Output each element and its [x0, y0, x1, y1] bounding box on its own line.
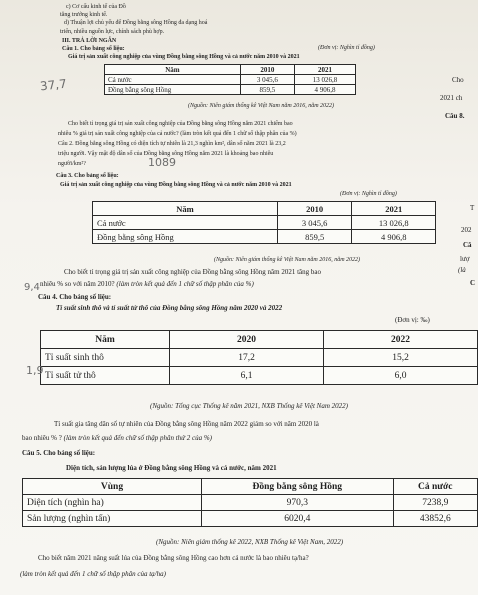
cau1-col-2021: 2021 [295, 65, 356, 75]
cau4-text-1: Tỉ suất gia tăng dân số tự nhiên của Đồng bằng sông Hồng năm 2022 giảm so với năm 2020 là [54, 420, 319, 428]
cell-value: 859,5 [240, 85, 294, 95]
cau5-col-cn: Cả nước [393, 479, 478, 495]
margin-fragment: 202 [461, 226, 472, 234]
table-row [41, 367, 478, 385]
cau5-text-2: (làm tròn kết quả đến 1 chữ số thập phân của tạ/ha) [20, 570, 166, 578]
cau5-col-dbsh: Đồng bằng sông Hồng [202, 479, 394, 495]
cau1-text-1: Cho biết tỉ trọng giá trị sản xuất công nghiệp của Đồng bằng sông Hồng năm 2021 chiếm bao [68, 121, 293, 127]
cell-value: 13 026,8 [352, 216, 436, 230]
cau1-text-2: nhiêu % giá trị sản xuất công nghiệp của cả nước? (làm tròn kết quả đến 1 chữ số thập phân của %) [58, 131, 297, 137]
cau4-col-nam: Năm [41, 331, 170, 349]
handwritten-note: 9,4 [24, 282, 40, 293]
cell-value: 4 906,8 [352, 230, 436, 244]
top-line-4: triển, nhiều nguồn lực, chính sách phù hợp. [60, 29, 165, 35]
top-line-1: c) Cơ cấu kinh tế của Đồ [66, 4, 126, 10]
cau5-caption: Diện tích, sản lượng lúa ở Đồng bằng sông Hồng và cả nước, năm 2021 [66, 464, 277, 472]
cau3-table [92, 201, 436, 244]
cau5-title: Câu 5. Cho bảng số liệu: [22, 449, 96, 457]
cau1-col-2010: 2010 [240, 65, 294, 75]
cell-value: 17,2 [170, 349, 324, 367]
row-label: Tỉ suất sinh thô [41, 349, 170, 367]
row-label: Sản lượng (nghìn tấn) [23, 511, 202, 527]
cau2-text-2: triệu người. Vậy mật độ dân số của Đồng bằng sông Hồng năm 2021 là khoảng bao nhiêu [58, 151, 274, 157]
cau4-source: (Nguồn: Tổng cục Thống kê năm 2021, NXB Thống kê Việt Nam 2022) [150, 402, 348, 410]
cau3-text-2: nhiêu % so với năm 2010? [40, 280, 115, 288]
cell-value: 6020,4 [202, 511, 394, 527]
cau5-col-vung: Vùng [23, 479, 202, 495]
section-heading: III. TRẢ LỜI NGẮN [62, 38, 117, 44]
cau4-text-2-hint: (làm tròn kết quả đến chữ số thập phân thứ 2 của %) [63, 434, 213, 442]
top-line-2: tăng trưởng kinh tế. [60, 12, 108, 18]
cau3-caption: Giá trị sản xuất công nghiệp của vùng Đồng bằng sông Hồng và cả nước năm 2010 và 2021 [60, 182, 292, 188]
cau3-text-1: Cho biết tỉ trọng giá trị sản xuất công nghiệp của Đồng bằng sông Hồng năm 2021 tăng bao [64, 268, 322, 276]
handwritten-note: 1089 [148, 156, 176, 169]
table-row [41, 349, 478, 367]
cell-value: 859,5 [277, 230, 351, 244]
margin-fragment: (là [458, 266, 466, 274]
row-label: Đồng bằng sông Hồng [93, 230, 278, 244]
cau2-text-3: người/km²? [58, 161, 86, 167]
cau1-table [104, 64, 356, 95]
cell-value: 7238,9 [393, 495, 478, 511]
cau1-source: (Nguồn: Niên giám thống kê Việt Nam năm 2016, năm 2022) [188, 103, 335, 109]
cau3-text-2-line [40, 280, 254, 288]
top-line-3: d) Thuận lợi chủ yếu để Đồng bằng sông Hồng đa dạng hoá [64, 20, 208, 26]
cau5-text-1: Cho biết năm 2021 năng suất lúa của Đồng bằng sông Hồng cao hơn cả nước là bao nhiêu tạ/ha? [38, 554, 309, 562]
cell-value: 970,3 [202, 495, 394, 511]
margin-fragment: T [470, 204, 475, 212]
margin-fragment: Cho [452, 76, 464, 84]
cau3-source: (Nguồn: Niên giám thống kê Việt Nam năm 2016, năm 2022) [214, 257, 361, 263]
margin-fragment: 2021 ch [440, 94, 463, 102]
row-label: Diện tích (nghìn ha) [23, 495, 202, 511]
table-row [23, 511, 478, 527]
cau3-title: Câu 3. Cho bảng số liệu: [56, 173, 119, 179]
row-label: Cả nước [93, 216, 278, 230]
cau5-table [22, 478, 478, 527]
row-label: Đồng bằng sông Hồng [105, 85, 241, 95]
cau4-title: Câu 4. Cho bảng số liệu: [38, 293, 112, 301]
row-label: Cả nước [105, 75, 241, 85]
cell-value: 3 045,6 [277, 216, 351, 230]
cau4-col-2022: 2022 [324, 331, 478, 349]
cau1-caption: Giá trị sản xuất công nghiệp của vùng Đồng bằng sông Hồng và cả nước năm 2010 và 2021 [68, 54, 300, 60]
cau1-title: Câu 1. Cho bảng số liệu: [62, 46, 125, 52]
table-row [23, 495, 478, 511]
cau4-table [40, 330, 478, 385]
table-row [93, 230, 436, 244]
cau4-caption: Tỉ suất sinh thô và tỉ suất tử thô của Đồng bằng sông Hồng năm 2020 và 2022 [56, 304, 283, 312]
cell-value: 6,1 [170, 367, 324, 385]
cau4-text-2-line [22, 434, 212, 442]
cau3-unit: (Đơn vị: Nghìn tỉ đồng) [340, 191, 397, 197]
cau4-col-2020: 2020 [170, 331, 324, 349]
cell-value: 4 906,8 [295, 85, 356, 95]
cau3-col-2010: 2010 [277, 202, 351, 216]
cau1-col-nam: Năm [105, 65, 241, 75]
margin-fragment: lượ [460, 255, 470, 263]
cell-value: 15,2 [324, 349, 478, 367]
handwritten-note: 1,9 [26, 364, 44, 377]
cell-value: 6,0 [324, 367, 478, 385]
margin-fragment: Câ [463, 241, 472, 249]
table-row [105, 85, 356, 95]
handwritten-note: 37,7 [39, 76, 68, 94]
margin-fragment: C [470, 279, 476, 287]
cau4-text-2: bao nhiêu % ? [22, 434, 62, 442]
cau3-col-nam: Năm [93, 202, 278, 216]
cell-value: 13 026,8 [295, 75, 356, 85]
cau3-col-2021: 2021 [352, 202, 436, 216]
cau3-text-2-hint: (làm tròn kết quả đến 1 chữ số thập phân của %) [116, 280, 254, 288]
table-row [93, 216, 436, 230]
cau5-source: (Nguồn: Niên giám thống kê 2022, NXB Thống kê Việt Nam, 2022) [156, 538, 344, 546]
table-row [105, 75, 356, 85]
cau4-unit: (Đơn vị: ‰) [395, 316, 430, 324]
row-label: Tỉ suất tử thô [41, 367, 170, 385]
cau1-unit: (Đơn vị: Nghìn tỉ đồng) [318, 45, 375, 51]
cau2-text-1: Câu 2. Đồng bằng sông Hồng có diện tích tự nhiên là 21,3 nghìn km², dân số năm 2021 là 23,2 [58, 141, 286, 147]
cell-value: 3 045,6 [240, 75, 294, 85]
cell-value: 43852,6 [393, 511, 478, 527]
margin-fragment: Câu 8. [445, 112, 465, 120]
